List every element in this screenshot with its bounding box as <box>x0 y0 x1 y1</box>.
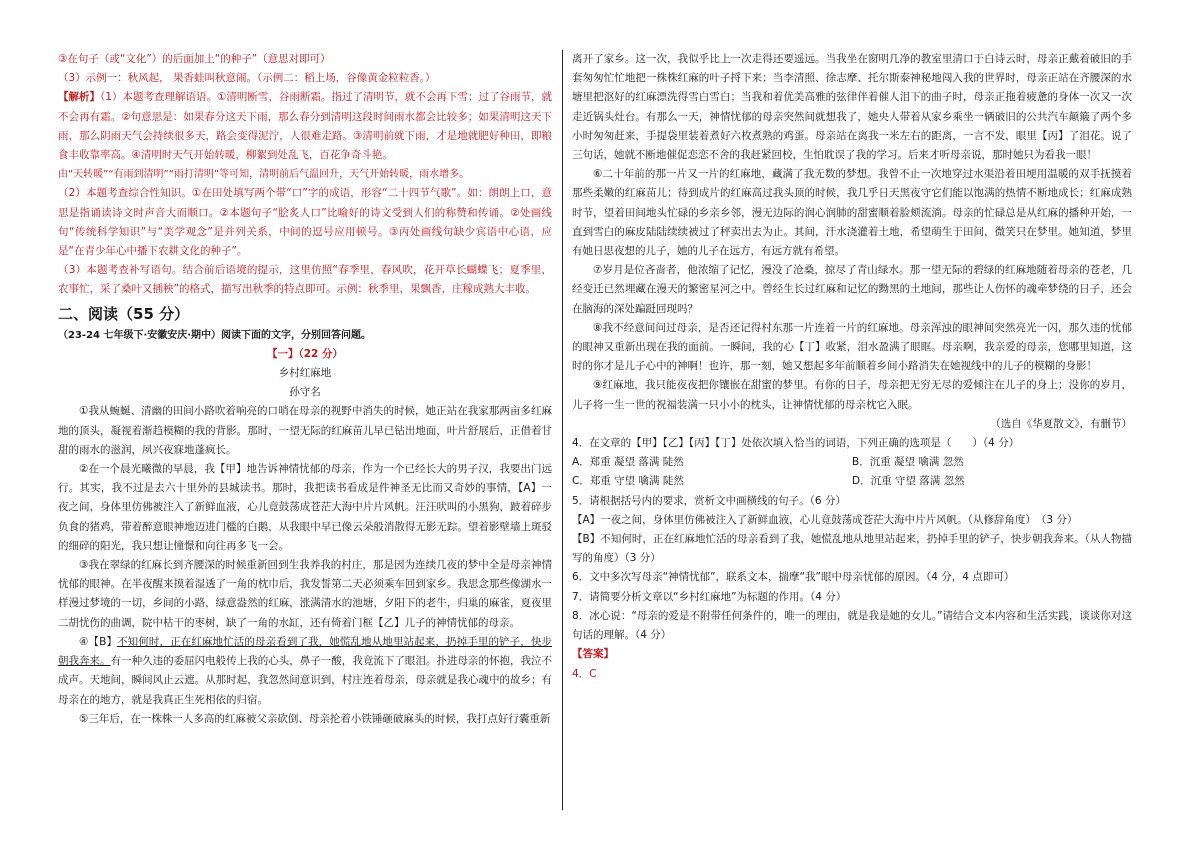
question-5b: 【B】不知何时，正在红麻地忙活的母亲看到了我，她慌乱地从地里站起来，扔掉手里的铲子，快步朝我奔来。（从人物描写的角度）（3 分） <box>572 533 1132 565</box>
question-6: 6．文中多次写母亲“神情忧郁”，联系文本，揣摩“我”眼中母亲忧郁的原因。（4 分，4 点即可） <box>572 571 1015 584</box>
article-paragraph-1: ①我从蜿蜒、清幽的田间小路吹着响亮的口哨在母亲的视野中消失的时候，她正站在我家那两亩多红麻地的顶头，凝视着渐趋模糊的我的背影。那时，一望无际的红麻苗儿早已钻出地面，叶片舒展后，正借着甘甜的雨水的滋润，夙兴夜寐地蓬疯长。 <box>58 405 552 456</box>
article-paragraph-5: ⑤三年后，在一株株一人多高的红麻被父亲砍倒、母亲抡着小铁锤砸破麻头的时候，我打点好行囊重新 <box>79 712 551 725</box>
right-column <box>572 50 1132 684</box>
question-5: 5．请根据括号内的要求，赏析文中画横线的句子。（6 分） <box>572 494 846 507</box>
column-divider <box>562 50 563 810</box>
para4-marker: ④【B】 <box>79 635 118 648</box>
article-author: 孙守名 <box>289 386 321 399</box>
answer-label: 【答案】 <box>572 648 614 661</box>
source-line: （23-24 七年级下·安徽安庆·期中）阅读下面的文字，分别回答问题。 <box>58 329 372 341</box>
answer-4: 4．C <box>572 667 597 680</box>
para4-rest: 有一种久违的委屈闪电般传上我的心头，鼻子一酸，我竟流下了眼泪。扑进母亲的怀抱，我泣不成声。天地间，瞬间风止云遮。从那时起，我忽然间意识到，村庄连着母亲，母亲就是我心魂中的故乡；有母亲在的地方，就是我真正生死相依的归宿。 <box>58 655 553 706</box>
article-paragraph-9: ⑨红麻地，我只能夜夜把你镶嵌在甜蜜的梦里。有你的日子，母亲把无穷无尽的爱倾注在儿子的身上；没你的岁月，儿子将一生一世的祝福装满一只小小的枕头，让神情忧郁的母亲枕它入眠。 <box>572 379 1132 411</box>
option-d: D．沉重 守望 落满 忽然 <box>852 475 965 488</box>
article-paragraph-4 <box>58 633 552 710</box>
question-4-options <box>572 453 1132 491</box>
underlined-sentence-b: 不知何时，正在红麻地忙活的母亲看到了我，她慌乱地从地里站起来，扔掉手里的铲子，快步朝我奔来。 <box>58 635 552 668</box>
analysis-label: 【解析】 <box>58 91 101 104</box>
section-heading: 二、阅读（55 分） <box>58 304 190 323</box>
article-paragraph-5-continued: 离开了家乡。这一次，我似乎比上一次走得还要遥远。当我坐在窗明几净的教室里清口于白诗云时，母亲正戴着破旧的手套匆匆忙忙地把一株株红麻的叶子捋下来；当李清照、徐志摩、托尔斯泰神秘地闯入我的世界时，母亲正站在齐腰深的水塘里把沤好的红麻漂洗得雪白雪白；当我和着优美高雅的弦律伴着催人泪下的曲子时，母亲正拖着疲惫的身体一次又一次走近锅头灶台。有那么一天，神情忧郁的母亲突然间就想我了，她央人带着从家乡乘坐一辆破旧的公共汽车颠簸了两个多小时匆匆赶来，手提袋里装着煮好六枚煮熟的鸡蛋。母亲站在离我一米左右的距离，一言不发，眼里【丙】了泪花。说了三句话，她就不断地催促恋恋不舍的我赶紧回校，生怕耽误了我的学习。后来才听母亲说，那时她只为看我一眼！ <box>572 53 1132 162</box>
article-citation: （选自《华夏散文》，有删节） <box>990 417 1132 430</box>
article-paragraph-3: ③我在翠绿的红麻长到齐腰深的时候重新回到生我养我的村庄，那是因为连续几夜的梦中全是母亲神情忧郁的眼神。在半夜醒来摸着湿透了一角的枕巾后，我发誓第二天必须乘车回到家乡。我思念那些像湖水一样漫过梦境的一切，乡间的小路，绿意盎然的红麻，涨满清水的池塘，夕阳下的老牛，归巢的麻雀，夏夜里二胡忧伤的曲调，院中枯干的枣树，缺了一角的水缸，还有倚着门框【乙】儿子的神情忧郁的母亲。 <box>58 559 552 629</box>
answer-line-1: ③在句子（或“文化”）的后面加上“的种子”（意思对即可） <box>58 53 331 65</box>
option-a: A．郑重 凝望 落满 陡然 <box>572 456 684 469</box>
article-paragraph-2: ②在一个晨光曦微的早晨，我【甲】地告诉神情忧郁的母亲，作为一个已经长大的男子汉，我要出门远行。其实，我不过是去六十里外的县城读书。那时，我把读书看成是件神圣无比而又奇妙的事情，【A】一夜之间，身体里仿佛被注入了新鲜血液，心儿竟鼓荡成苍茫大海中片片风帆。汪汪吠叫的小黑狗，跛着碎步负食的猪鸡，带着醉意眼神地迈进门槛的白鹅，从我眼中早已像云朵般消散得无影无踪。望着影壁墙上斑驳的细碎的阳光，我只想让憧憬和向往再多飞一会。 <box>58 463 552 552</box>
analysis-paragraph-4: （3）本题考查补写语句。结合前后语境的提示，这里仿照“春季里，春风吹，花开草长蝴蝶飞；夏季里，农事忙，采了桑叶又插秧”的格式，描写出秋季的特点即可。示例：秋季里，果飘香，庄稼成熟大丰收。 <box>58 264 552 296</box>
article-paragraph-8: ⑧我不经意间问过母亲，是否还记得村东那一片连着一片的红麻地。母亲浑浊的眼神间突然亮光一闪，那久违的忧郁的眼神又重新出现在我的面前。一瞬间，我的心【丁】收紧，泪水盈满了眼眶。母亲啊，我亲爱的母亲，您哪里知道，这时的你才是儿子心中的神啊！也许，那一刻，她又想起多年前顺着乡间小路消失在她视线中的儿子的模糊的身影！ <box>572 321 1132 373</box>
analysis-paragraph-3: （2）本题考查综合性知识。①在田处填写两个带“口”字的成语，形容“二十四节气歌”。如：朗朗上口，意思是指诵读诗文时声音大而顺口。②本题句子“脍炙人口”比喻好的诗文受到人们的称赞和传诵。②处画线句“传统科学知识”与“美学观念”是并列关系，中间的逗号应用顿号。③丙处画线句缺少宾语中心语，应是“在青少年心中播下农耕文化的种子”。 <box>58 187 552 258</box>
option-b: B．沉重 凝望 噙满 忽然 <box>852 456 964 469</box>
answer-line-2: （3）示例一：秋风起， 果香蛙叫秋意闹。（示例二：稻上场，谷像黄金粒粒香。） <box>58 72 436 85</box>
question-5a: 【A】一夜之间，身体里仿佛被注入了新鲜血液，心儿竟鼓荡成苍茫大海中片片风帆。（从修辞角度） （3 分） <box>572 513 1078 526</box>
question-4: 4．在文章的【甲】【乙】【丙】【丁】处依次填入恰当的词语，下列正确的选项是（ ）（4 分） <box>572 437 1020 450</box>
analysis-text-1: （1）本题考查理解语语。①清明断雪，谷雨断霜。指过了清明节，就不会再下雪；过了谷雨节，就不会再有霜。②句意思是：如果春分这天下雨，那么春分到清明这段时间雨水都会比较多；如果清明这天下雨，那么阴雨天气会持续很多天，路会变得泥泞，人很难走路。③清明前就下雨，才是地就肥好种田，即粮食丰收靠率高。④清明时天气开始转暖，柳絮到处乱飞，百花争奇斗艳。 <box>58 91 553 162</box>
analysis-paragraph-1 <box>58 88 552 165</box>
part-label: 【一】（22 分） <box>266 347 344 360</box>
article-paragraph-7: ⑦岁月是位吝啬者，他浓缩了记忆，漫没了沧桑，掠尽了青山绿水。那一望无际的碧绿的红麻地随着母亲的苍老，几经变迁已然埋藏在漫天的繁密星河之中。曾经生长过红麻和记忆的黝黑的土地间，那些让人伤怀的魂牵梦绕的日子，还会在脑海的深处蹁跹回现吗？ <box>572 264 1132 315</box>
question-8: 8．冰心说：“母亲的爱是不附带任何条件的，唯一的理由，就是我是她的女儿。”请结合文本内容和生活实践，谈谈你对这句话的理解。（4 分） <box>572 609 1132 642</box>
question-7: 7．请简要分析文章以“乡村红麻地”为标题的作用。（4 分） <box>572 590 847 603</box>
option-c: C．郑重 守望 噙满 陡然 <box>572 475 684 488</box>
article-paragraph-6: ⑥二十年前的那一片又一片的红麻地，藏满了我无数的梦想。我曾不止一次地穿过水渠沿着田埂用温暖的双手抚摸着那些柔嫩的红麻苗儿；待到成片的红麻高过我头顶的时候，我几乎日天黑夜守它们能以饱满的热情不断地成长；红麻成熟时节，望着田间地头忙碌的乡亲乡邻，漫无边际的润心润肺的甜蜜顺着脸颊流淌。母亲的忙碌总是从红麻的播种开始，一直到雪白的麻皮陆陆续续被过了秤卖出去为止。其间，汗水浇灌着土地，希望萌生于田间，微笑只在梦里。她知道，梦里有她日思夜想的儿子，她的儿子在远方，有远方就有希望。 <box>572 168 1132 258</box>
article-title: 乡村红麻地 <box>278 367 332 380</box>
left-column <box>58 50 552 729</box>
analysis-paragraph-2: 由“天转暖”“有雨到清明”“雨打清明”等可知，清明前后气温回升，天气开始转暖，雨水增多。 <box>58 169 470 181</box>
